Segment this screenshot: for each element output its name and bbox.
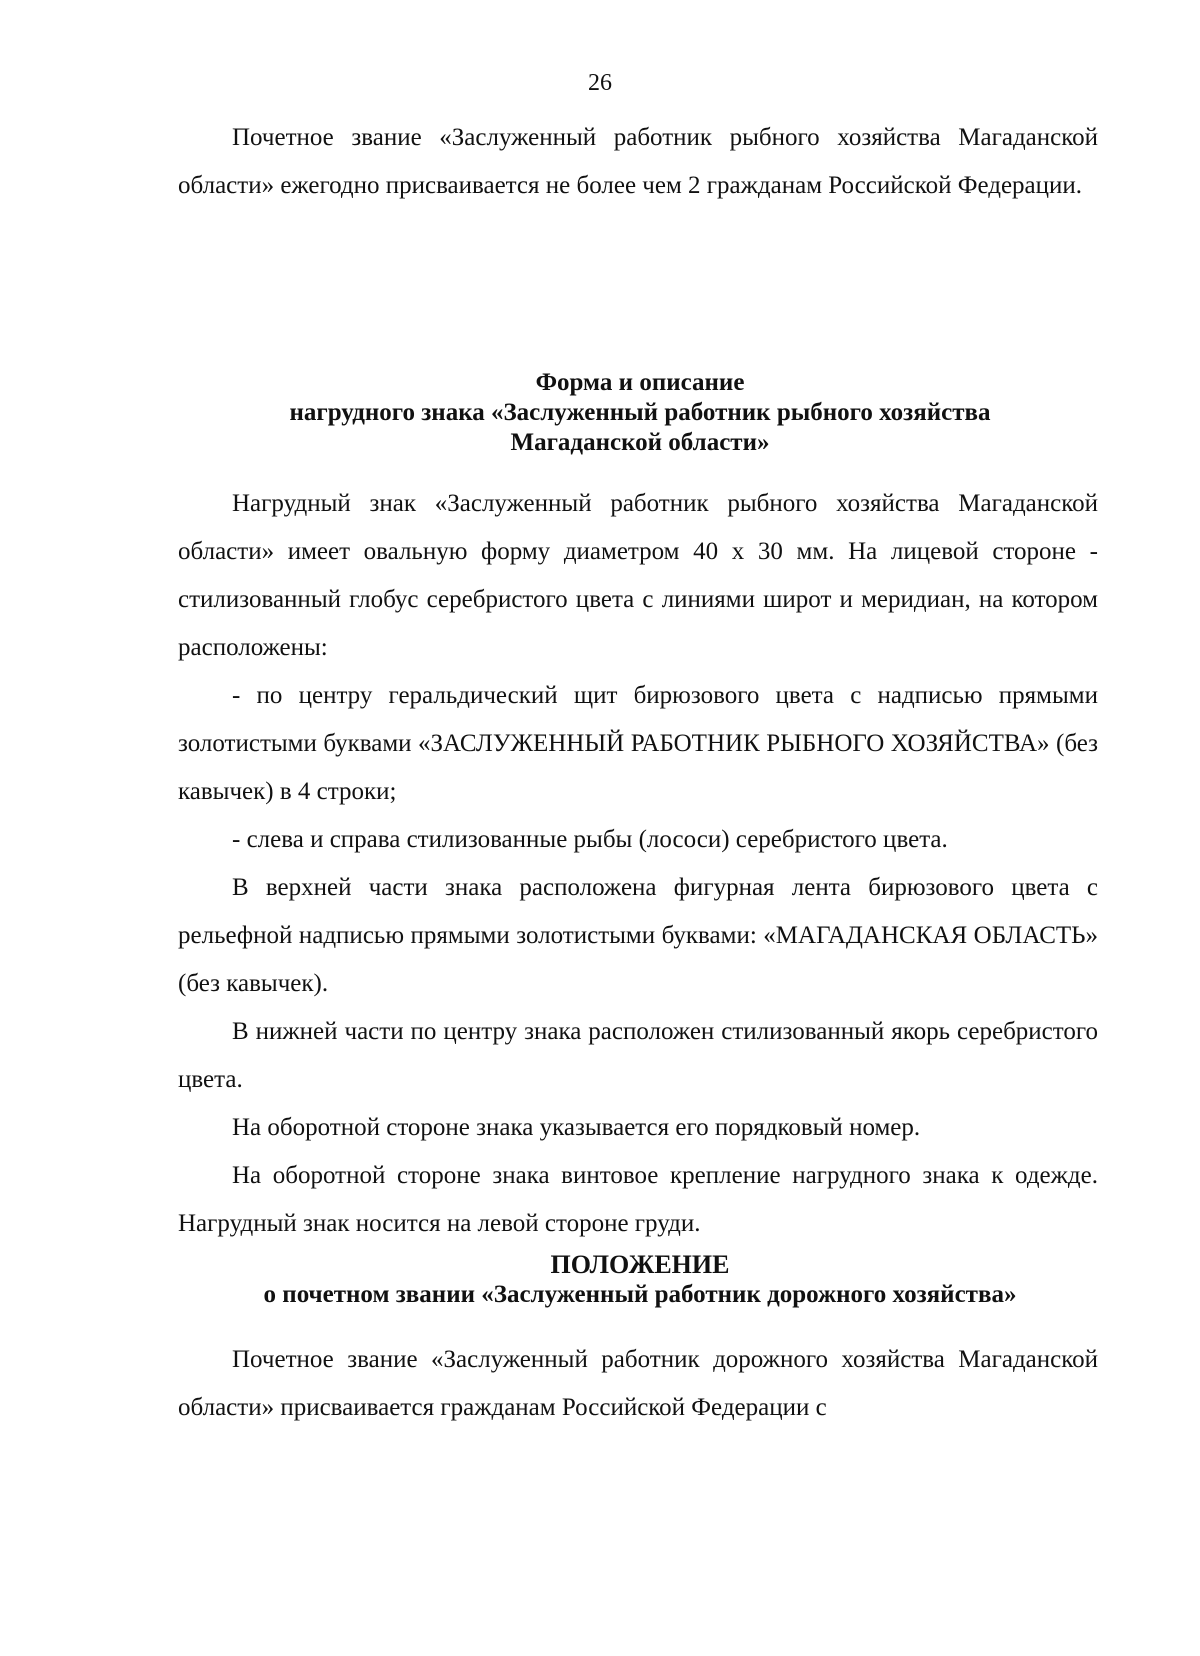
section1-paragraph-3: В нижней части по центру знака расположен стилизованный якорь серебристого цвета. xyxy=(178,1018,1098,1093)
section1-heading-line-3: Магаданской области» xyxy=(510,429,770,456)
section2-heading-title: ПОЛОЖЕНИЕ xyxy=(550,1250,730,1279)
section1-paragraph-1: Нагрудный знак «Заслуженный работник рыбного хозяйства Магаданской области» имеет овальную форму диаметром 40 х 30 мм. На лицевой стороне - стилизованный глобус серебристого цвета с линиями широт и меридиан, на котором расположены: xyxy=(178,490,1098,661)
section1-heading-line-1: Форма и описание xyxy=(535,369,745,396)
section2-paragraph: Почетное звание «Заслуженный работник дорожного хозяйства Магаданской области» присваивается гражданам Российской Федерации с xyxy=(178,1346,1098,1421)
intro-paragraph-block xyxy=(178,114,1098,210)
section1-heading xyxy=(150,368,1130,458)
intro-paragraph: Почетное звание «Заслуженный работник рыбного хозяйства Магаданской области» ежегодно присваивается не более чем 2 гражданам Российской Федерации. xyxy=(178,124,1098,199)
section1-paragraph-5: На оборотной стороне знака винтовое крепление нагрудного знака к одежде. Нагрудный знак носится на левой стороне груди. xyxy=(178,1162,1098,1237)
section1-paragraph-4: На оборотной стороне знака указывается его порядковый номер. xyxy=(232,1114,921,1141)
section2-heading-subtitle: о почетном звании «Заслуженный работник дорожного хозяйства» xyxy=(263,1281,1017,1308)
section1-list-item-1: - по центру геральдический щит бирюзового цвета с надписью прямыми золотистыми буквами «ЗАСЛУЖЕННЫЙ РАБОТНИК РЫБНОГО ХОЗЯЙСТВА» (без кавычек) в 4 строки; xyxy=(178,682,1098,805)
section1-heading-line-2: нагрудного знака «Заслуженный работник рыбного хозяйства xyxy=(289,399,991,426)
section2-body xyxy=(178,1336,1098,1432)
section1-paragraph-2: В верхней части знака расположена фигурная лента бирюзового цвета с рельефной надписью прямыми золотистыми буквами: «МАГАДАНСКАЯ ОБЛАСТЬ» (без кавычек). xyxy=(178,874,1098,997)
section1-list-item-2: - слева и справа стилизованные рыбы (лососи) серебристого цвета. xyxy=(232,826,948,853)
page-number: 26 xyxy=(588,70,612,96)
section1-body xyxy=(178,480,1098,1248)
section2-heading xyxy=(150,1250,1130,1310)
